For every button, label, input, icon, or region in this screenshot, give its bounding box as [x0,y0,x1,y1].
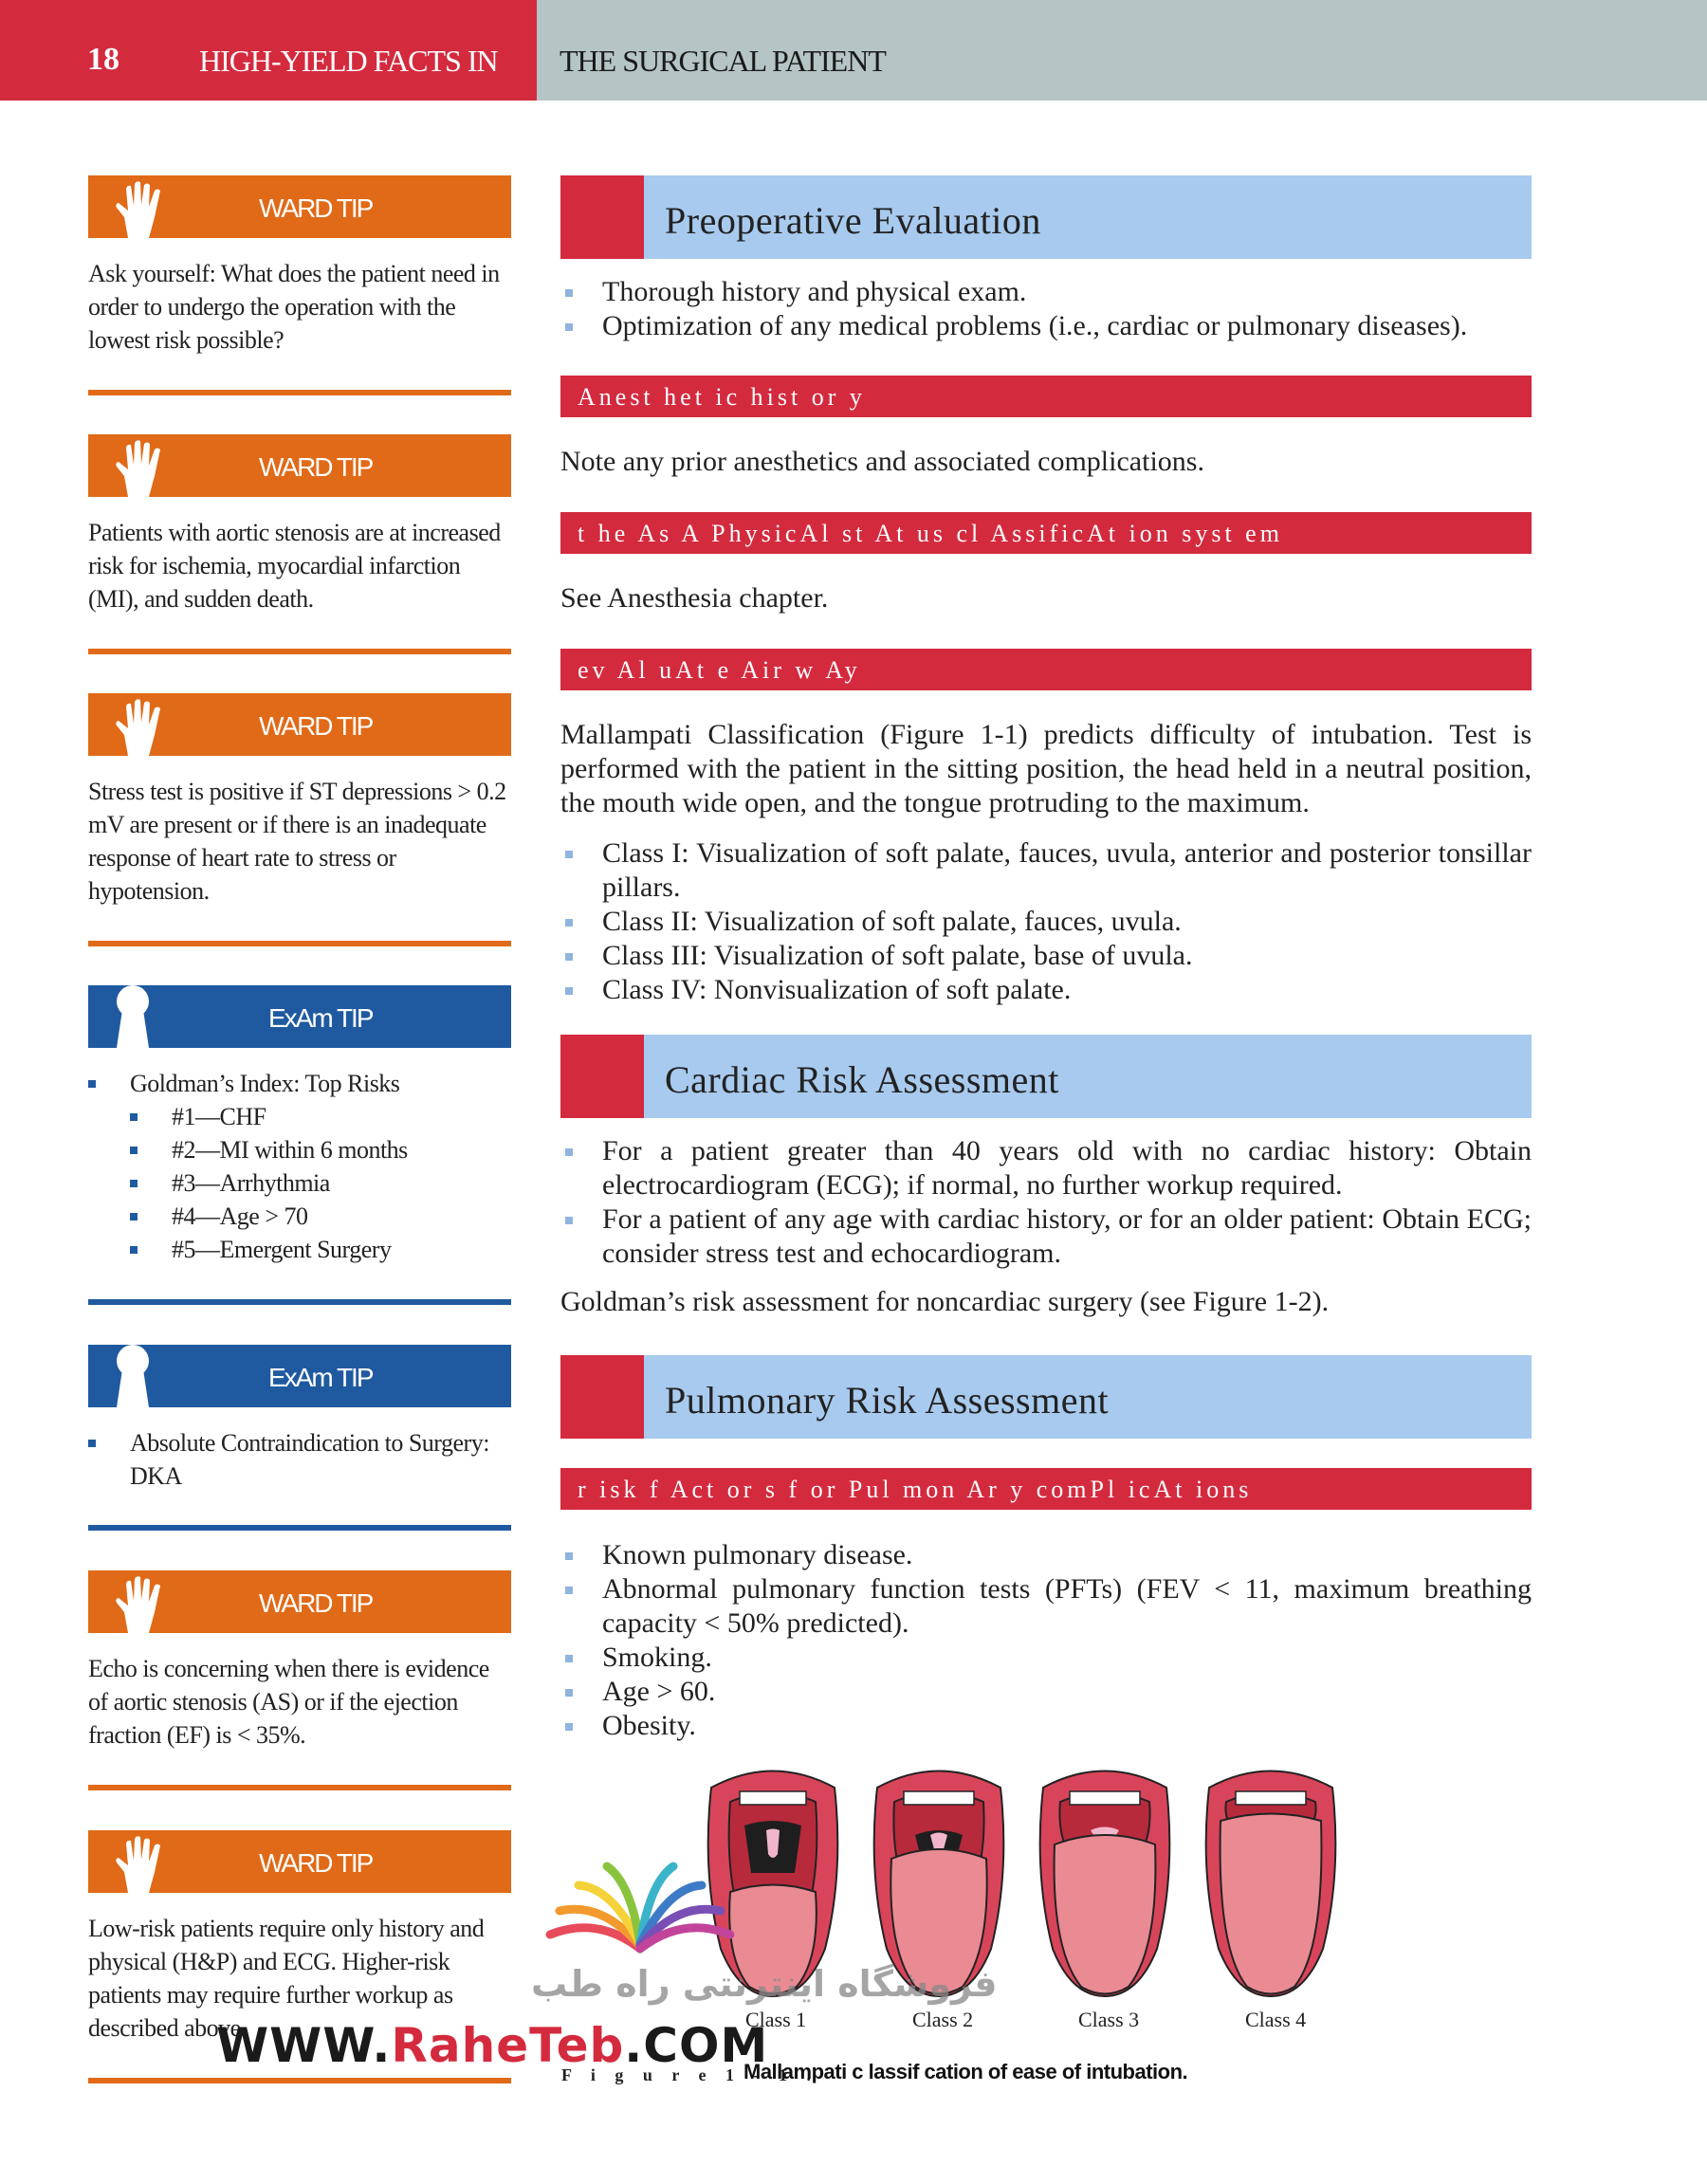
hand-icon [107,697,181,758]
rahteb-book-logo [541,1859,740,1963]
exam-tip-2 [88,1345,511,1493]
tip-divider [88,649,511,654]
exam-tip-1 [88,985,511,1266]
tip-label: WARD TIP [259,1848,373,1878]
tip-label: WARD TIP [259,193,373,223]
list-item: Class III: Visualization of soft palate, base of uvula. [560,939,1532,973]
ward-tip-4 [88,1570,511,1752]
tip-label: ExAm TIP [268,1363,373,1392]
tip-label: ExAm TIP [268,1003,373,1033]
ward-tip-3 [88,693,511,908]
ward-tip-header [88,1830,511,1893]
list-item: Class IV: Nonvisualization of soft palate. [560,973,1532,1007]
exam-tip-header [88,1345,511,1407]
exam-tip-header [88,985,511,1048]
paragraph-cardiac: Goldman’s risk assessment for noncardiac surgery (see Figure 1-2). [560,1286,1330,1317]
tip-divider [88,1785,511,1790]
figure-class-label: Class 4 [1245,2008,1307,2031]
list-item: For a patient greater than 40 years old with no cardiac history: Obtain electrocardiogram (ECG); if normal, no further workup required. [560,1134,1532,1202]
section-title: Pulmonary Risk Assessment [665,1379,1110,1422]
list-item: Optimization of any medical problems (i.e., cardiac or pulmonary diseases). [560,309,1532,343]
hand-icon [107,1574,181,1635]
ward-tip-header [88,1570,511,1633]
tip-list [88,1426,511,1493]
subsection-header-airway [560,649,1532,690]
section-header-cardiac [560,1035,1532,1118]
ward-tip-header [88,175,511,238]
tip-divider [88,941,511,946]
figure-class-label: Class 1 [745,2008,807,2031]
bullet-list-pulmonary [560,1538,1532,1743]
subsection-title: ev Al uAt e Air w Ay [578,656,861,684]
tip-label: WARD TIP [259,1588,373,1618]
list-item: Thorough history and physical exam. [560,275,1532,309]
watermark-persian-text: فروشگاه اینترنتی راه طب [531,1963,998,2005]
paragraph-asa: See Anesthesia chapter. [560,582,829,614]
paragraph-airway: Mallampati Classification (Figure 1-1) predicts difficulty of intubation. Test is performed with the patient in the sitting position, the head held in a neutral position, the mouth wide open, and the tongue protruding to the maximum. [560,719,1532,818]
subsection-title: r isk f Act or s f or Pul mon Ar y comPl icAt ions [578,1476,1253,1503]
tip-text: Echo is concerning when there is evidence of aortic stenosis (AS) or if the ejection fraction (EF) is < 35%. [88,1655,489,1749]
list-subitem: #3—Arrhythmia [88,1166,511,1200]
list-item: Absolute Contraindication to Surgery: DKA [88,1426,511,1493]
subsection-title: Anest het ic hist or y [578,383,866,411]
tip-text: Low-risk patients require only history and physical (H&P) and ECG. Higher-risk patients may require further workup as described above. [88,1915,485,2042]
figure-caption: Mallampati c lassif cation of ease of intubation. [743,2060,1188,2083]
hand-icon [107,179,181,240]
list-item: Goldman’s Index: Top Risks [88,1067,511,1100]
section-title: Cardiac Risk Assessment [665,1058,1059,1101]
ward-tip-5 [88,1830,511,2045]
tip-divider [88,1299,511,1305]
watermark-url-prefix: WWW. [216,2018,392,2073]
list-item: Class II: Visualization of soft palate, fauces, uvula. [560,905,1532,939]
tip-divider [88,390,511,395]
ward-tip-2 [88,434,511,615]
list-item: Known pulmonary disease. [560,1538,1532,1572]
chapter-title: THE SURGICAL PATIENT [560,44,886,78]
mouth-class-3 [1040,1771,1170,1997]
hand-icon [107,438,181,499]
section-header-accent [560,175,644,259]
list-item: Abnormal pulmonary function tests (PFTs) (FEV < 11, maximum breathing capacity < 50% predicted). [560,1572,1532,1641]
section-header-preoperative [560,175,1532,259]
list-subitem: #5—Emergent Surgery [88,1233,511,1266]
keyhole-icon [109,985,156,1048]
mouth-class-4 [1206,1771,1336,1997]
subsection-title: t he As A PhysicAl st At us cl AssificAt ion syst em [578,520,1283,547]
keyhole-icon [109,1345,156,1407]
watermark-url-name: RaheTeb [391,2018,625,2073]
subsection-header-pulmonary-risk [560,1468,1532,1510]
paragraph-anesthetic: Note any prior anesthetics and associated complications. [560,446,1204,477]
figure-class-label: Class 3 [1078,2008,1140,2031]
bullet-list-preop [560,275,1532,343]
tip-text: Stress test is positive if ST depressions > 0.2 mV are present or if there is an inadequate response of heart rate to stress or hypotension. [88,778,506,905]
tip-list [88,1067,511,1266]
figure-number: F i g u r e 1 - 1 . [561,2065,818,2084]
tip-text: Patients with aortic stenosis are at increased risk for ischemia, myocardial infarction (MI), and sudden death. [88,519,501,613]
book-title: HIGH-YIELD FACTS IN [199,44,498,78]
list-item: Age > 60. [560,1675,1532,1709]
section-header-pulmonary [560,1355,1532,1439]
watermark-url-suffix: .COM [624,2018,769,2073]
section-header-accent [560,1355,644,1439]
list-subitem: #4—Age > 70 [88,1200,511,1233]
page-number: 18 [87,42,119,77]
tip-divider [88,2078,511,2083]
list-item: Obesity. [560,1709,1532,1743]
ward-tip-header [88,434,511,497]
tip-text: Ask yourself: What does the patient need in order to undergo the operation with the lowest risk possible? [88,260,500,354]
subsection-header-anesthetic [560,376,1532,417]
bullet-list-cardiac [560,1134,1532,1271]
ward-tip-1 [88,175,511,357]
tip-label: WARD TIP [259,711,373,741]
list-item: For a patient of any age with cardiac history, or for an older patient: Obtain ECG; consider stress test and echocardiogram. [560,1202,1532,1271]
figure-class-label: Class 2 [912,2008,974,2031]
list-subitem: #2—MI within 6 months [88,1133,511,1166]
tip-label: WARD TIP [259,452,373,482]
subsection-header-asa [560,512,1532,554]
section-title: Preoperative Evaluation [665,199,1041,242]
list-item: Smoking. [560,1641,1532,1675]
bullet-list-mallampati [560,836,1532,1007]
list-subitem: #1—CHF [88,1100,511,1133]
watermark-url [216,2018,768,2073]
ward-tip-header [88,693,511,756]
mallampati-figure [702,1759,1347,2048]
hand-icon [107,1834,181,1895]
section-header-accent [560,1035,644,1118]
tip-divider [88,1525,511,1531]
list-item: Class I: Visualization of soft palate, fauces, uvula, anterior and posterior tonsillar pillars. [560,836,1532,905]
